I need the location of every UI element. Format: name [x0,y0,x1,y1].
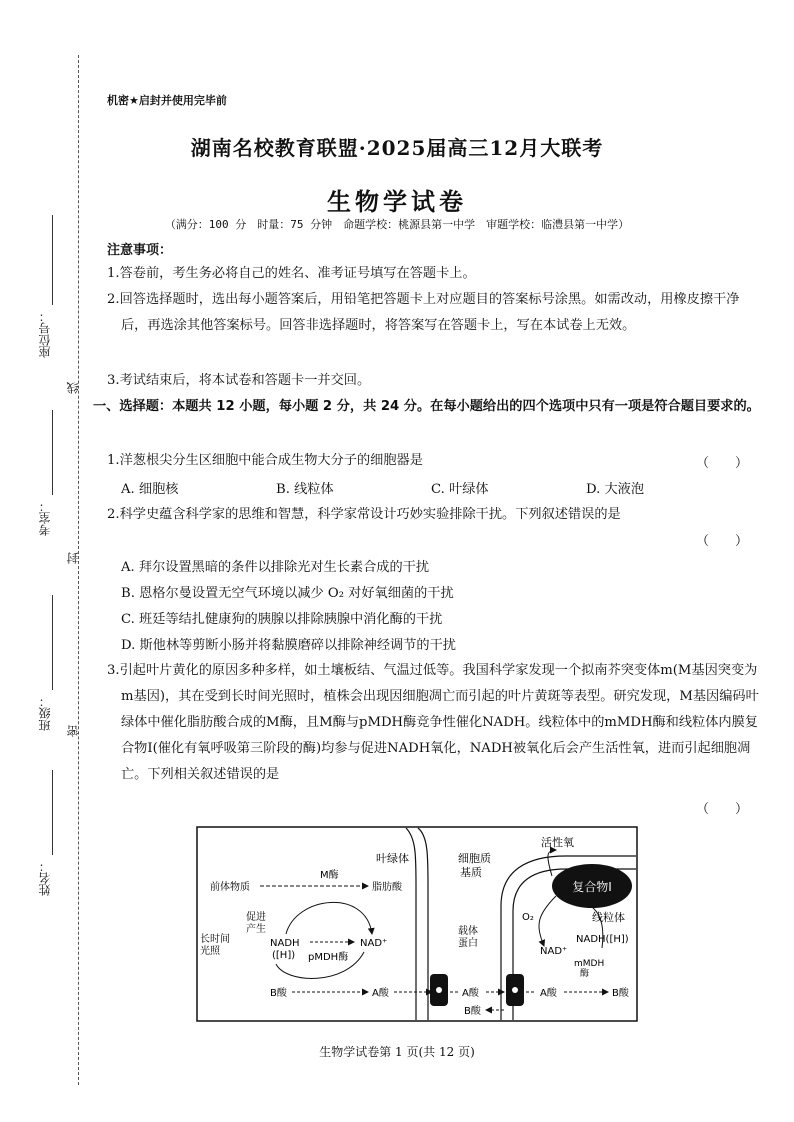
subject-title: 生物学试卷 [327,187,467,216]
answer-bracket: （ ） [695,534,748,549]
seal-feng-char: 封 [66,552,80,564]
exam-title: 湖南名校教育联盟·2025届高三12月大联考 [190,136,604,160]
room-blank[interactable] [52,410,53,495]
a-acid-label: A酸 [540,988,557,999]
nad-label: NAD⁺ [540,946,568,957]
promote-label-2: 产生 [246,924,266,935]
name-label: 姓名： [38,860,52,896]
b-acid-label: B酸 [464,1006,481,1017]
name-blank[interactable] [52,770,53,855]
room-label: 考室： [38,500,52,536]
question-3-stem: 3.引起叶片黄化的原因多种多样，如土壤板结、气温过低等。我国科学家发现一个拟南芥突变体m(M基因突变为m基因)，其在受到长时间光照时，植株会出现因细胞凋亡而引起的叶片黄斑等表型。研究发现，M基因编码叶绿体中催化脂肪酸合成的M酶，且M酶与pMDH酶竞争性催化NADH。线粒体中的mMDH酶和线粒体内膜复合物Ⅰ(催化有氧呼吸第三阶段的酶)均参与促进NADH氧化，NADH被氧化后会产生活性氧，进而引起细胞凋亡。下列相关叙述错误的是 [107,663,759,782]
question-2-stem: 2.科学史蕴含科学家的思维和智慧，科学家常设计巧妙实验排除干扰。下列叙述错误的是 [107,507,621,522]
class-blank[interactable] [52,595,53,690]
note-item-3: 3.考试结束后，将本试卷和答题卡一并交回。 [107,373,371,388]
promote-label-1: 促进 [246,912,266,923]
mmdh-label-2: 酶 [580,969,590,979]
seal-line-char: 线 [66,382,80,394]
option-d[interactable]: D. 大液泡 [586,482,645,497]
h-label: ([H]) [272,950,296,961]
a-acid-label: A酸 [372,988,389,999]
mito-label: 线粒体 [592,911,625,924]
light-label-2: 光照 [200,946,220,957]
cytoplasm-label-2: 基质 [460,866,482,879]
answer-bracket: （ ） [695,802,748,817]
mechanism-diagram [196,826,638,1022]
nadh-label: NADH([H]) [576,934,629,945]
cytoplasm-label-1: 细胞质 [458,852,491,865]
ros-label: 活性氧 [541,836,574,849]
complex-one-label: 复合物Ⅰ [572,880,612,894]
m-enzyme-label: M酶 [320,870,339,881]
carrier-label-2: 蛋白 [458,938,478,949]
option-b[interactable]: B. 线粒体 [276,482,334,497]
mmdh-label-1: mMDH [574,959,605,969]
a-acid-label: A酸 [462,988,479,999]
b-acid-label: B酸 [270,988,287,999]
answer-bracket: （ ） [695,456,748,471]
question-1-stem: 1.洋葱根尖分生区细胞中能合成生物大分子的细胞器是 [107,453,423,468]
chloroplast-label: 叶绿体 [376,852,409,865]
option-c[interactable]: C. 班廷等结扎健康狗的胰腺以排除胰腺中消化酶的干扰 [121,612,443,627]
note-item-1: 1.答卷前，考生务必将自己的姓名、准考证号填写在答题卡上。 [107,266,476,281]
section-one-heading: 一、选择题：本题共 12 小题，每小题 2 分，共 24 分。在每小题给出的四个选项中只有一项是符合题目要求的。 [93,399,760,414]
nadh-label: NADH [270,938,300,949]
page-footer: 生物学试卷第 1 页(共 12 页) [319,1045,475,1059]
option-a[interactable]: A. 拜尔设置黑暗的条件以排除光对生长素合成的干扰 [121,560,430,575]
option-d[interactable]: D. 斯他林等剪断小肠并将黏膜磨碎以排除神经调节的干扰 [121,638,456,653]
seat-label: 座位号： [38,310,52,358]
exam-info: （满分：100 分 时量：75 分钟 命题学校：桃源县第一中学 审题学校：临澧县第一中学） [164,218,630,231]
option-b[interactable]: B. 恩格尔曼设置无空气环境以减少 O₂ 对好氧细菌的干扰 [121,586,454,601]
option-a[interactable]: A. 细胞核 [121,482,179,497]
b-acid-label: B酸 [612,988,629,999]
option-c[interactable]: C. 叶绿体 [431,482,489,497]
carrier-label-1: 载体 [458,926,478,937]
seal-mi-char: 密 [66,725,80,737]
note-item-2: 2.回答选择题时，选出每小题答案后，用铅笔把答题卡上对应题目的答案标号涂黑。如需改动，用橡皮擦干净后，再选涂其他答案标号。回答非选择题时，将答案写在答题卡上，写在本试卷上无效。 [107,292,740,333]
pmdh-label: pMDH酶 [308,952,349,963]
question-1-options [121,478,741,497]
nad-label: NAD⁺ [360,938,388,949]
secret-label: 机密★启封并使用完毕前 [107,94,227,107]
light-label-1: 长时间 [200,934,230,945]
class-label: 班级： [38,695,52,731]
o2-label: O₂ [522,912,534,923]
precursor-label: 前体物质 [210,882,250,893]
notes-heading: 注意事项： [107,243,173,258]
fatty-acid-label: 脂肪酸 [372,882,402,893]
